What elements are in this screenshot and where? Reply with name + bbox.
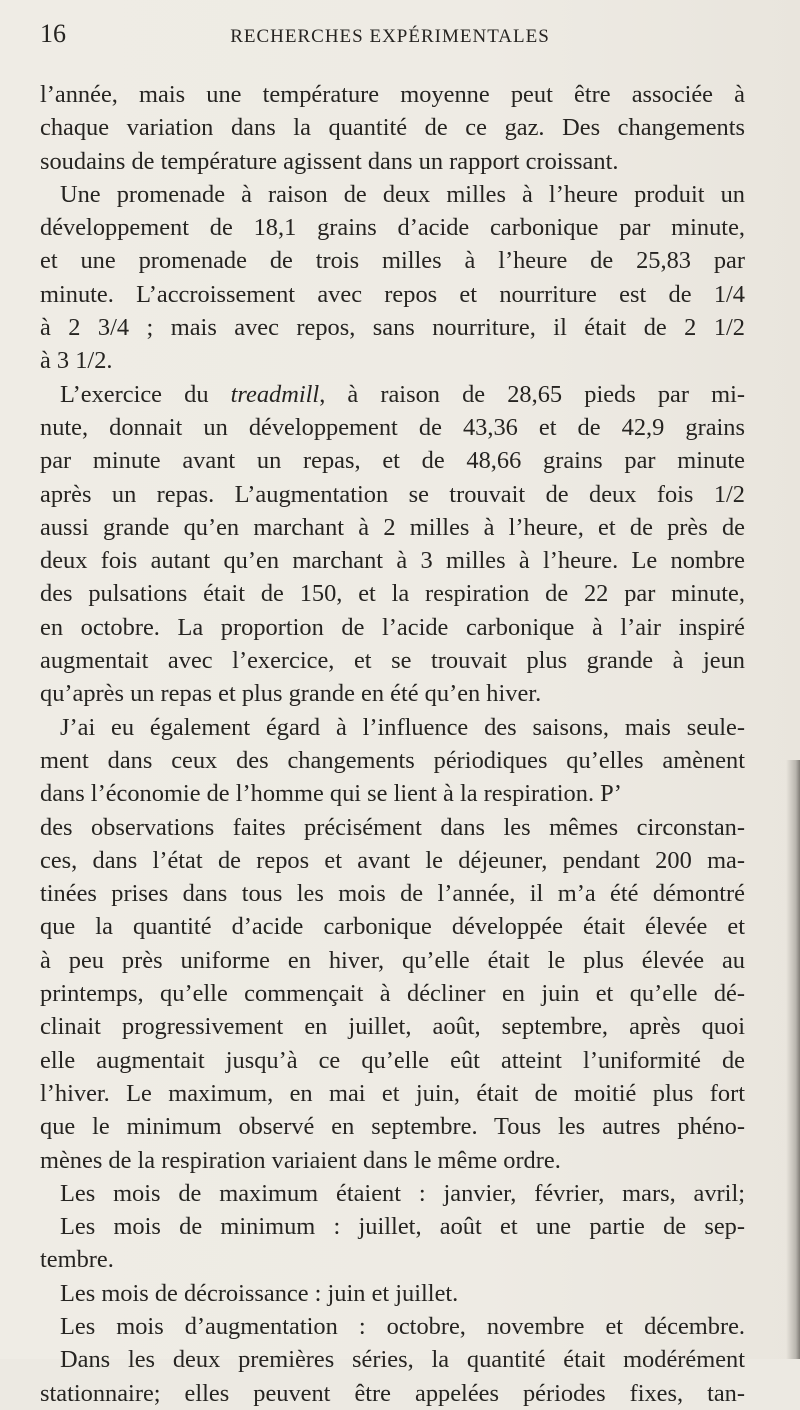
text-line: que le minimum observé en septembre. Tous les autres phéno- [40, 1113, 745, 1141]
text-line: Les mois de maximum étaient : janvier, février, mars, avril; [60, 1179, 745, 1207]
text-line: Dans les deux premières séries, la quantité était modérément [60, 1346, 745, 1374]
text-line: printemps, qu’elle commençait à décliner en juin et qu’elle dé- [40, 980, 745, 1008]
text-line: l’année, mais une température moyenne peut être associée à [40, 81, 745, 108]
text-line: stationnaire; elles peuvent être appelées périodes fixes, tan- [40, 1379, 745, 1407]
body-text [40, 78, 745, 1410]
text-line: après un repas. L’augmentation se trouvait de deux fois 1/2 [40, 480, 745, 508]
text-line: nute, donnait un développement de 43,36 et de 42,9 grains [40, 413, 745, 441]
running-title: RECHERCHES EXPÉRIMENTALES [230, 26, 550, 47]
text-line: aussi grande qu’en marchant à 2 milles à l’heure, et de près de [40, 513, 745, 541]
text-line: clinait progressivement en juillet, août, septembre, après quoi [40, 1013, 745, 1041]
text-line: L’exercice du treadmill, à raison de 28,65 pieds par mi- [60, 380, 745, 408]
page-edge-shadow [786, 760, 800, 1359]
text-line: qu’après un repas et plus grande en été qu’en hiver. [40, 680, 542, 708]
text-line: Les mois d’augmentation : octobre, novembre et décembre. [60, 1312, 745, 1340]
text-line: par minute avant un repas, et de 48,66 grains par minute [40, 447, 745, 475]
text-line: dans l’économie de l’homme qui se lient à la respiration. P’ [40, 780, 622, 808]
text-line: à 2 3/4 ; mais avec repos, sans nourriture, il était de 2 1/2 [40, 314, 745, 342]
text-line: ces, dans l’état de repos et avant le déjeuner, pendant 200 ma- [40, 846, 745, 874]
text-line: ment dans ceux des changements périodiques qu’elles amènent [40, 746, 745, 774]
text-line: J’ai eu également égard à l’influence des saisons, mais seule- [60, 713, 745, 741]
text-line: que la quantité d’acide carbonique développée était élevée et [40, 913, 745, 941]
text-line: soudains de température agissent dans un rapport croissant. [40, 147, 619, 175]
text-line: l’hiver. Le maximum, en mai et juin, était de moitié plus fort [40, 1079, 745, 1107]
text-line: tinées prises dans tous les mois de l’année, il m’a été démontré [40, 880, 745, 908]
text-line: en octobre. La proportion de l’acide carbonique à l’air inspiré [40, 613, 745, 641]
text-line: développement de 18,1 grains d’acide carbonique par minute, [40, 214, 745, 242]
text-line: à 3 1/2. [40, 347, 113, 375]
page-header [40, 14, 740, 54]
text-line: à peu près uniforme en hiver, qu’elle était le plus élevée au [40, 946, 745, 974]
text-line: minute. L’accroissement avec repos et nourriture est de 1/4 [40, 280, 745, 308]
text-line: deux fois autant qu’en marchant à 3 milles à l’heure. Le nombre [40, 547, 745, 575]
text-line: chaque variation dans la quantité de ce gaz. Des changements [40, 114, 745, 142]
text-line: des observations faites précisément dans les mêmes circonstan- [40, 813, 745, 841]
text-line: Une promenade à raison de deux milles à l’heure produit un [60, 180, 745, 208]
page-number: 16 [40, 19, 66, 48]
text-line: mènes de la respiration variaient dans le même ordre. [40, 1146, 561, 1174]
text-line: augmentait avec l’exercice, et se trouvait plus grande à jeun [40, 647, 745, 675]
text-line: et une promenade de trois milles à l’heure de 25,83 par [40, 247, 745, 275]
text-line: elle augmentait jusqu’à ce qu’elle eût atteint l’uniformité de [40, 1046, 745, 1074]
text-line: Les mois de décroissance : juin et juillet. [60, 1279, 459, 1307]
text-line: Les mois de minimum : juillet, août et une partie de sep- [60, 1213, 745, 1241]
text-line: des pulsations était de 150, et la respiration de 22 par minute, [40, 580, 745, 608]
text-line: tembre. [40, 1246, 114, 1274]
